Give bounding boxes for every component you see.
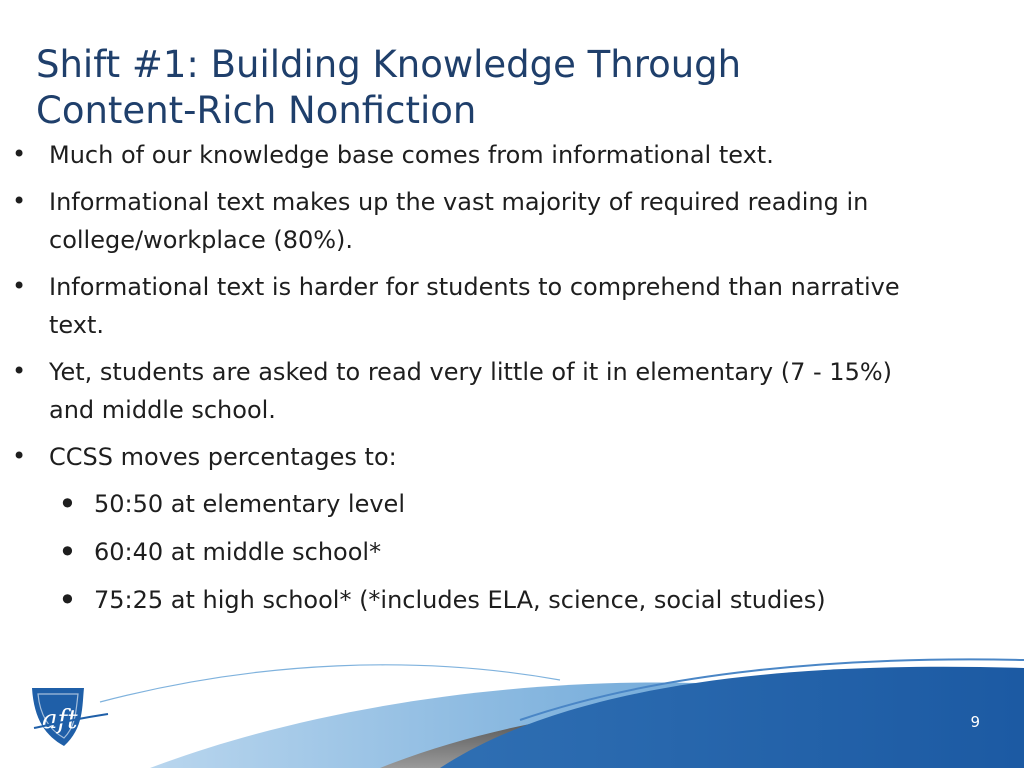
bullet-icon: •	[12, 272, 27, 300]
bullet-icon: •	[12, 187, 27, 215]
bullet-icon: •	[12, 442, 27, 470]
title-line-1: Shift #1: Building Knowledge Through	[36, 43, 742, 86]
sub-bullet-icon: •	[58, 581, 77, 619]
page-number: 9	[970, 713, 980, 731]
aft-shield-logo-icon	[24, 684, 110, 750]
sub-bullet-text: 50:50 at elementary level	[94, 490, 405, 518]
bullet-text: Informational text is harder for students to comprehend than narrative text.	[49, 273, 900, 339]
sub-bullet-icon: •	[58, 533, 77, 571]
bullet-icon: •	[12, 357, 27, 385]
title-line-2: Content-Rich Nonfiction	[36, 89, 477, 132]
sub-bullet-text: 60:40 at middle school*	[94, 538, 382, 566]
bullet-icon: •	[12, 140, 27, 168]
sub-bullet-icon: •	[58, 485, 77, 523]
bullet-text: Much of our knowledge base comes from informational text.	[49, 141, 774, 169]
logo-text: aft	[42, 705, 78, 735]
sub-bullet-text: 75:25 at high school* (*includes ELA, science, social studies)	[94, 586, 826, 614]
bullet-text: Yet, students are asked to read very little of it in elementary (7 - 15%) and middle school.	[49, 358, 892, 424]
bullet-text: Informational text makes up the vast majority of required reading in college/workplace (80%).	[49, 188, 869, 254]
bullet-text: CCSS moves percentages to:	[49, 443, 397, 471]
